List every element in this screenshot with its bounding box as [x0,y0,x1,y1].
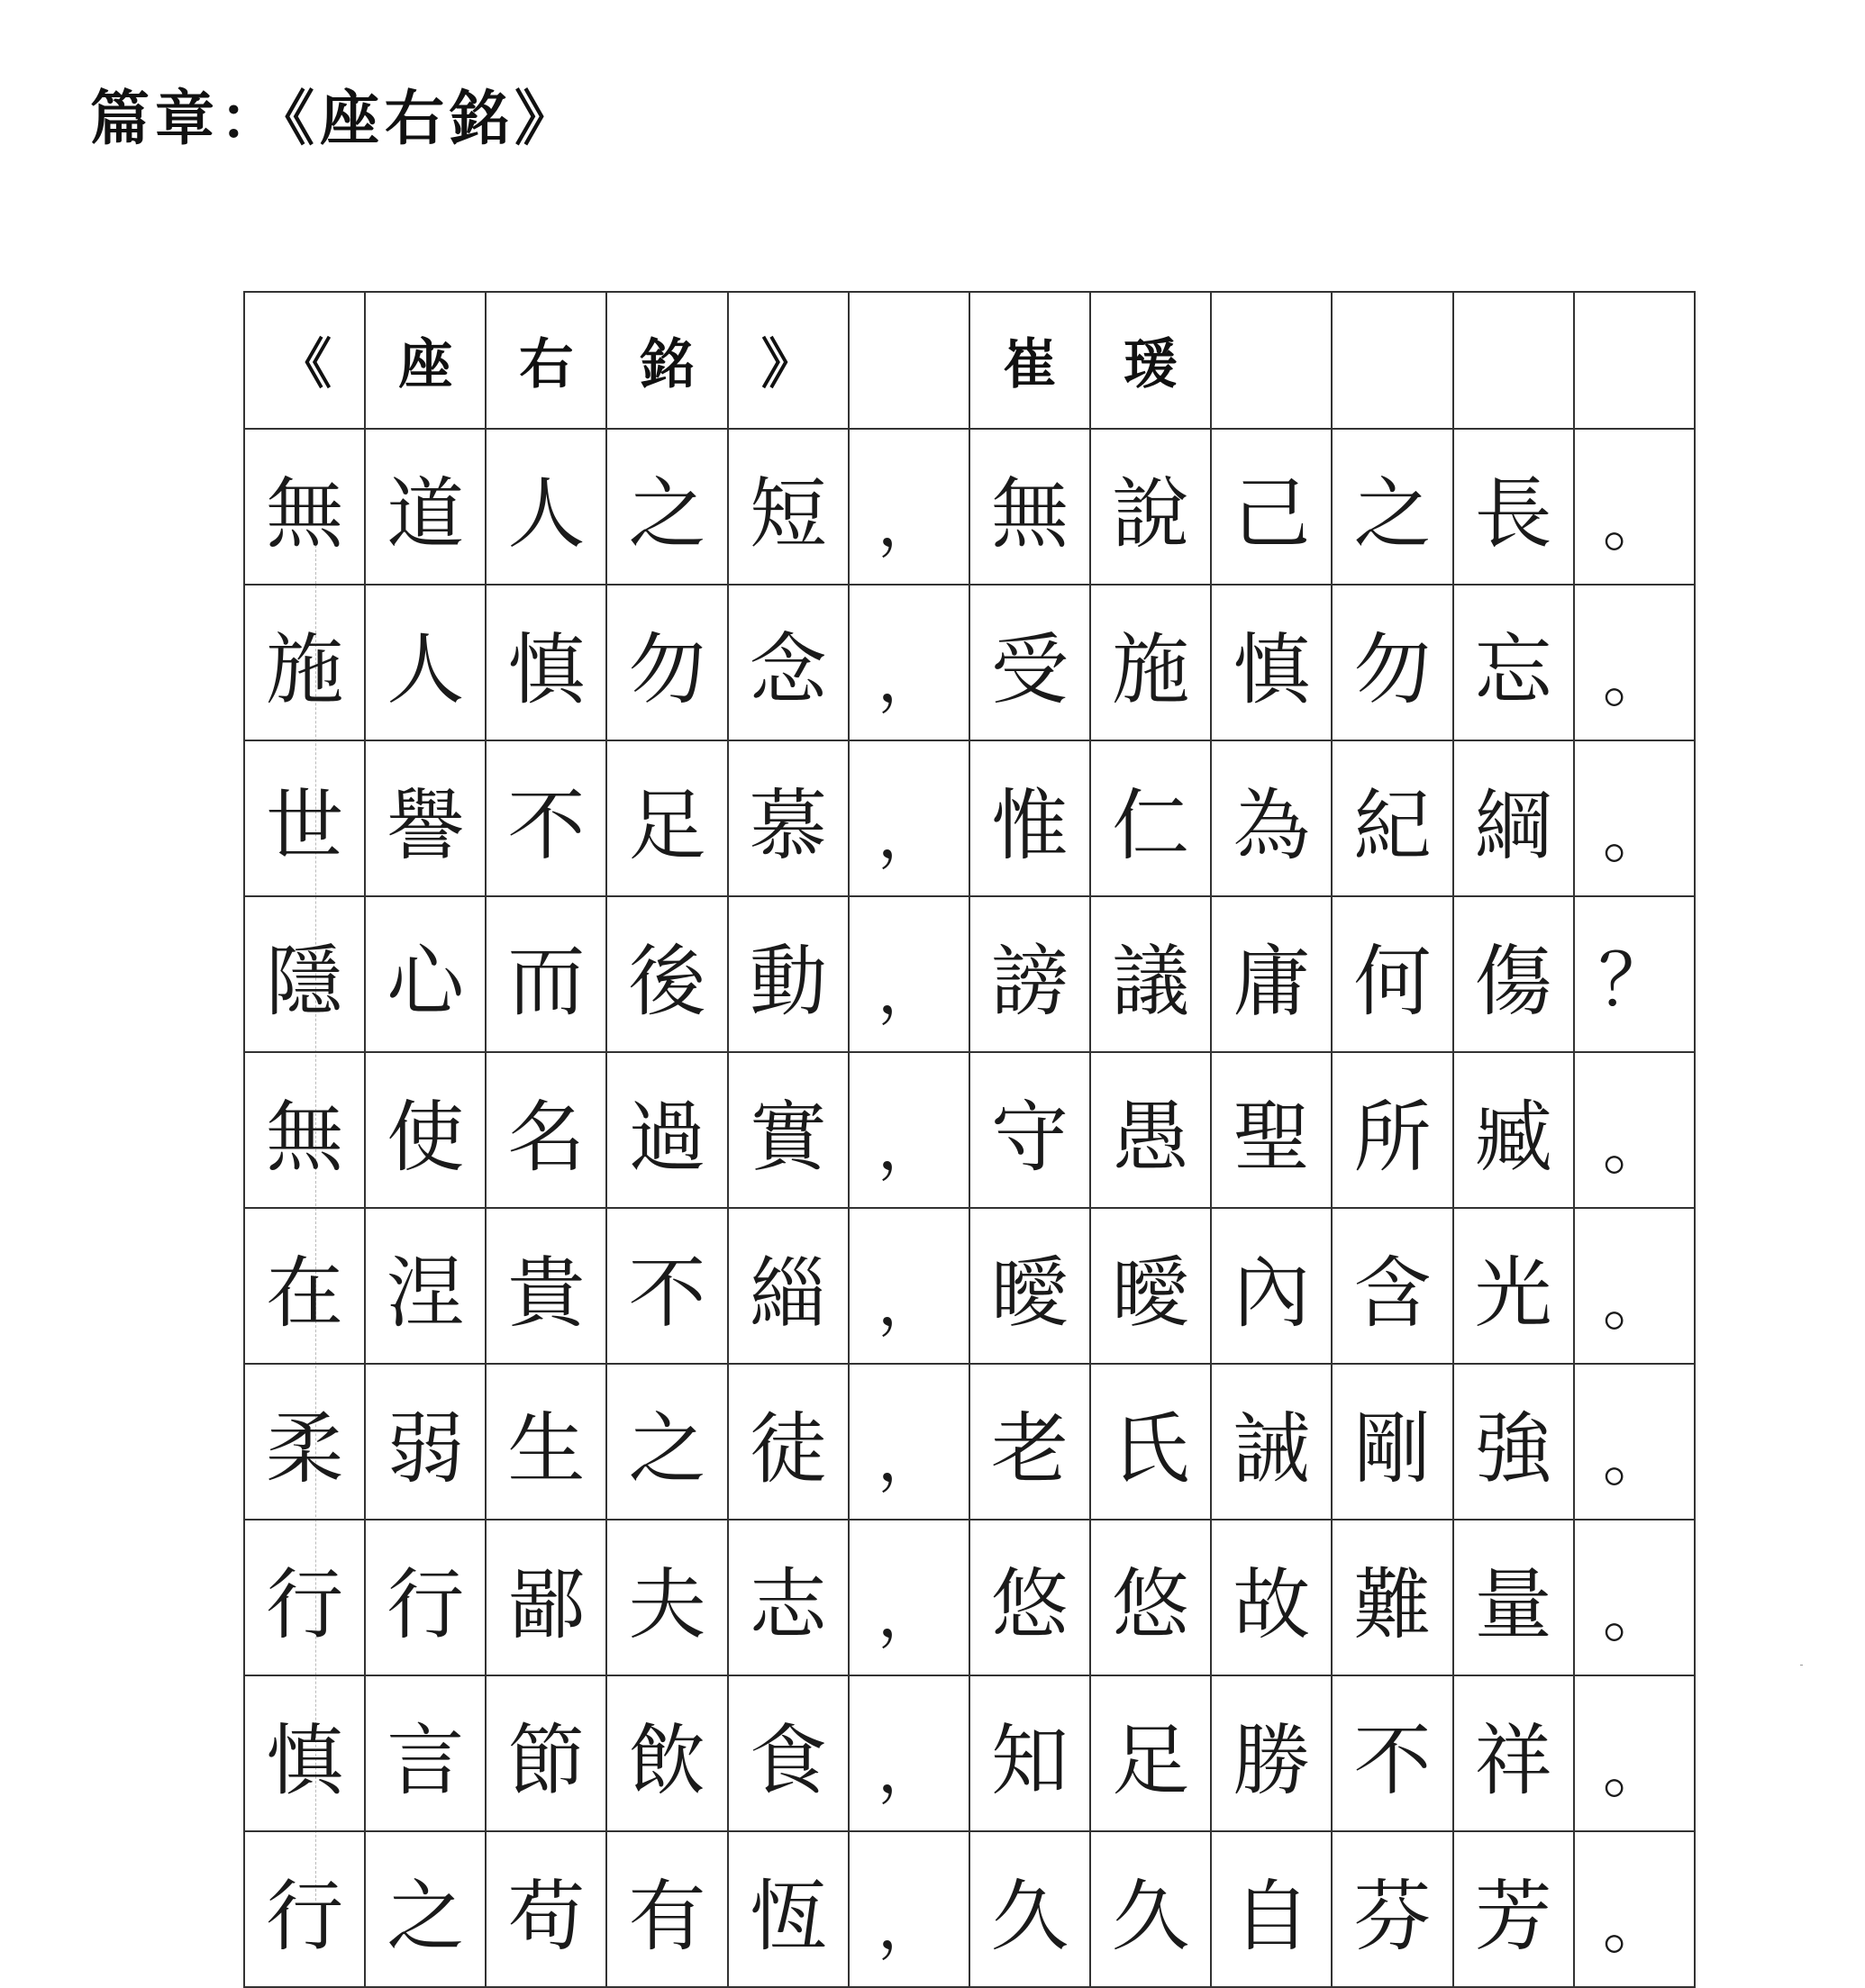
grid-cell: 。 [1574,1675,1695,1831]
grid-cell: 之 [606,429,727,585]
grid-cell [849,292,969,429]
grid-cell: 。 [1574,740,1695,896]
grid-cell: 慎 [1211,585,1332,740]
grid-cell: 慕 [728,740,849,896]
grid-cell: 光 [1453,1208,1574,1364]
grid-cell: 瑗 [1090,292,1211,429]
grid-cell: ， [849,1052,969,1208]
grid-cell: 守 [969,1052,1090,1208]
grid-cell: 勿 [1332,585,1452,740]
text-row [244,1364,1695,1520]
grid-cell: 動 [728,896,849,1052]
grid-cell: 老 [969,1364,1090,1520]
grid-cell: 隱 [244,896,365,1052]
grid-cell: 曖 [969,1208,1090,1364]
grid-cell: 氏 [1090,1364,1211,1520]
grid-cell: 之 [1332,429,1452,585]
grid-cell: 鄙 [486,1520,606,1675]
grid-cell: 人 [486,429,606,585]
grid-cell: 受 [969,585,1090,740]
text-row [244,1052,1695,1208]
grid-cell: 世 [244,740,365,896]
grid-cell: 施 [244,585,365,740]
text-row [244,1675,1695,1831]
text-row [244,585,1695,740]
grid-cell: 行 [365,1520,486,1675]
grid-cell: 《 [244,292,365,429]
grid-cell [1574,292,1695,429]
grid-cell: 臧 [1453,1052,1574,1208]
grid-cell: 柔 [244,1364,365,1520]
text-row [244,1208,1695,1364]
text-row [244,1520,1695,1675]
grid-cell: 右 [486,292,606,429]
grid-cell: 足 [606,740,727,896]
grid-cell: 惟 [969,740,1090,896]
text-row [244,1831,1695,1987]
text-row [244,429,1695,585]
grid-cell: 不 [1332,1675,1452,1831]
scan-speck [1800,1665,1803,1666]
grid-cell: 弱 [365,1364,486,1520]
grid-cell: 崔 [969,292,1090,429]
grid-cell: 生 [486,1364,606,1520]
grid-cell: 在 [244,1208,365,1364]
grid-cell [1453,292,1574,429]
page-heading: 篇章：《座右銘》 [90,83,579,153]
grid-cell: 悠 [969,1520,1090,1675]
grid-cell: 勝 [1211,1675,1332,1831]
grid-cell: 綱 [1453,740,1574,896]
grid-cell: ， [849,1208,969,1364]
text-row [244,896,1695,1052]
grid-cell: 長 [1453,429,1574,585]
grid-cell: 實 [728,1052,849,1208]
grid-cell: 忘 [1453,585,1574,740]
grid-cell: 有 [606,1831,727,1987]
grid-cell: 》 [728,292,849,429]
grid-cell: 故 [1211,1520,1332,1675]
grid-cell: 念 [728,585,849,740]
grid-cell: 祥 [1453,1675,1574,1831]
grid-cell: 說 [1090,429,1211,585]
grid-cell: 剛 [1332,1364,1452,1520]
grid-cell: 。 [1574,1520,1695,1675]
grid-cell: 食 [728,1675,849,1831]
grid-cell: 貴 [486,1208,606,1364]
grid-cell: 自 [1211,1831,1332,1987]
grid-cell [1332,292,1452,429]
grid-cell: 行 [244,1520,365,1675]
grid-cell: 仁 [1090,740,1211,896]
grid-cell: 涅 [365,1208,486,1364]
grid-cell: 人 [365,585,486,740]
grid-cell: 不 [606,1208,727,1364]
grid-cell: 之 [606,1364,727,1520]
grid-cell: 言 [365,1675,486,1831]
grid-cell: 譽 [365,740,486,896]
grid-cell: 悠 [1090,1520,1211,1675]
grid-cell: 緇 [728,1208,849,1364]
grid-body [244,292,1695,1987]
grid-cell: 紀 [1332,740,1452,896]
grid-cell: 名 [486,1052,606,1208]
grid-cell: 內 [1211,1208,1332,1364]
grid-cell: 苟 [486,1831,606,1987]
grid-cell: 。 [1574,1052,1695,1208]
grid-cell: 。 [1574,1364,1695,1520]
grid-cell: 施 [1090,585,1211,740]
grid-cell: 所 [1332,1052,1452,1208]
grid-cell: 之 [365,1831,486,1987]
grid-cell: 過 [606,1052,727,1208]
grid-cell: 議 [1090,896,1211,1052]
grid-cell: 含 [1332,1208,1452,1364]
grid-cell: 而 [486,896,606,1052]
grid-cell [1211,292,1332,429]
grid-cell: 座 [365,292,486,429]
grid-cell: 銘 [606,292,727,429]
grid-cell: 勿 [606,585,727,740]
title-row [244,292,1695,429]
grid-cell: 曖 [1090,1208,1211,1364]
grid-cell: 誡 [1211,1364,1332,1520]
grid-cell: 久 [1090,1831,1211,1987]
grid-cell: 無 [244,1052,365,1208]
grid-cell: 傷 [1453,896,1574,1052]
grid-cell: 短 [728,429,849,585]
grid-cell: 。 [1574,1831,1695,1987]
grid-cell: 己 [1211,429,1332,585]
grid-cell: 庸 [1211,896,1332,1052]
grid-cell: 強 [1453,1364,1574,1520]
text-row [244,740,1695,896]
grid-cell: 後 [606,896,727,1052]
grid-cell: 久 [969,1831,1090,1987]
writing-grid [243,291,1696,1988]
grid-cell: ？ [1574,896,1695,1052]
grid-cell: ， [849,740,969,896]
grid-cell: 恆 [728,1831,849,1987]
grid-cell: 知 [969,1675,1090,1831]
grid-cell: ， [849,1364,969,1520]
grid-cell: 慎 [486,585,606,740]
grid-cell: 難 [1332,1520,1452,1675]
grid-cell: ， [849,1831,969,1987]
grid-cell: 無 [244,429,365,585]
grid-cell: 。 [1574,585,1695,740]
grid-cell: 為 [1211,740,1332,896]
grid-cell: 使 [365,1052,486,1208]
grid-cell: 芬 [1332,1831,1452,1987]
grid-cell: 芳 [1453,1831,1574,1987]
grid-cell: 行 [244,1831,365,1987]
grid-cell: 慎 [244,1675,365,1831]
grid-cell: 道 [365,429,486,585]
grid-cell: ， [849,896,969,1052]
grid-cell: 。 [1574,429,1695,585]
grid-cell: 不 [486,740,606,896]
grid-cell: 。 [1574,1208,1695,1364]
grid-cell: 愚 [1090,1052,1211,1208]
grid-cell: 謗 [969,896,1090,1052]
grid-cell: 徒 [728,1364,849,1520]
grid-cell: 夫 [606,1520,727,1675]
grid-cell: ， [849,429,969,585]
grid-cell: 何 [1332,896,1452,1052]
grid-cell: 足 [1090,1675,1211,1831]
grid-cell: ， [849,1520,969,1675]
grid-cell: 志 [728,1520,849,1675]
grid-cell: 無 [969,429,1090,585]
grid-cell: 飲 [606,1675,727,1831]
grid-cell: 心 [365,896,486,1052]
grid-cell: ， [849,585,969,740]
grid-cell: 節 [486,1675,606,1831]
grid-cell: 聖 [1211,1052,1332,1208]
grid-cell: 量 [1453,1520,1574,1675]
grid-cell: ， [849,1675,969,1831]
